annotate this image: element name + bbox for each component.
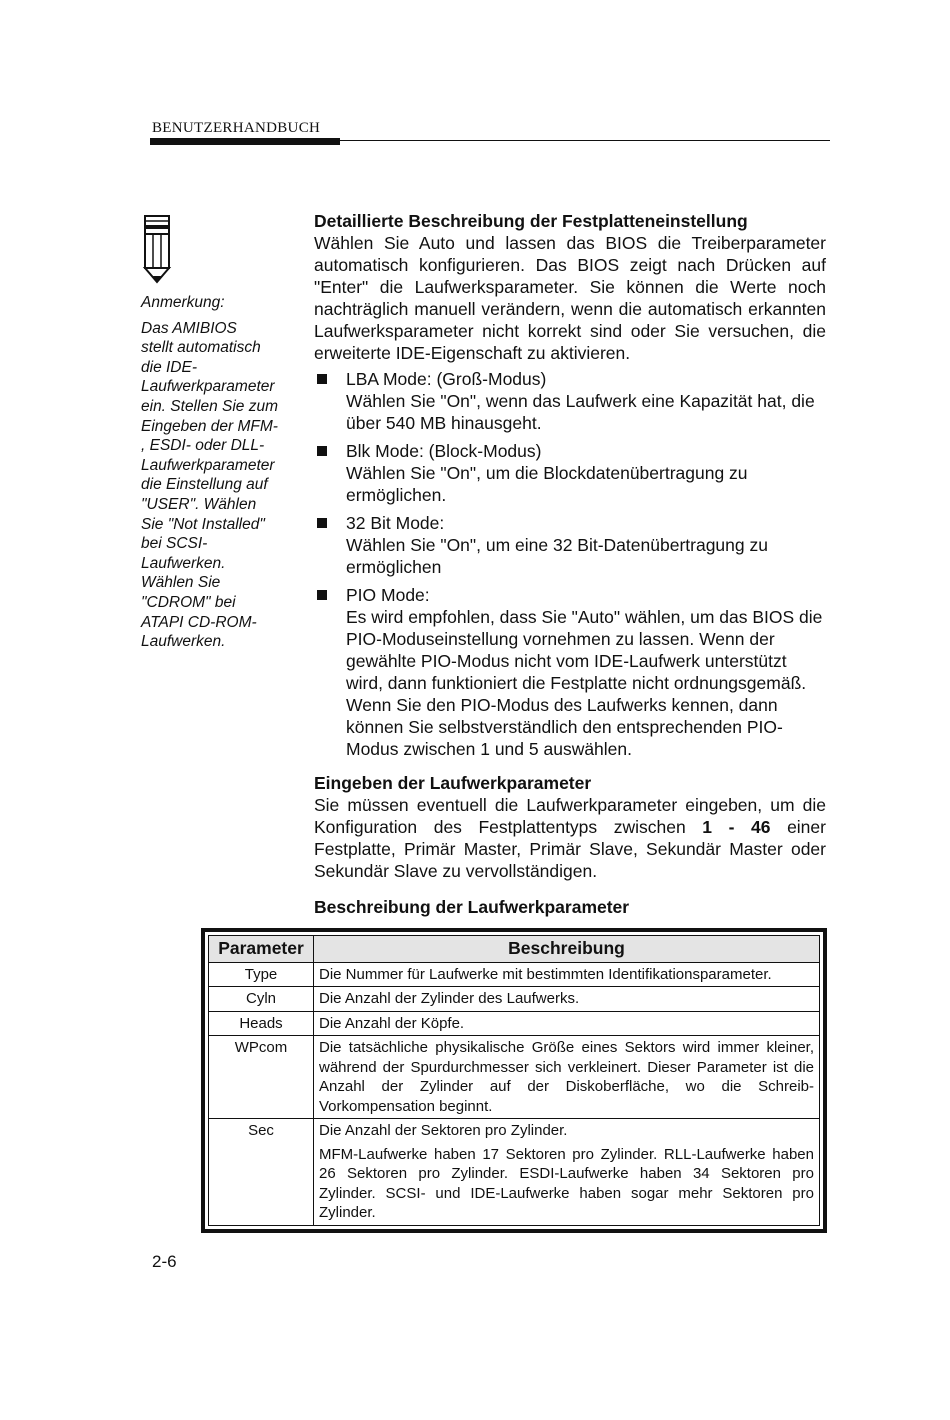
desc-text: Die Nummer für Laufwerke mit bestimmten Identifikationsparameter. bbox=[319, 965, 772, 983]
bullet-title: PIO Mode: bbox=[346, 585, 430, 605]
section-text-detail: Wählen Sie Auto und lassen das BIOS die Treiberparameter automatisch konfigurieren. Das BIOS zeigt nach Drücken auf "Enter" die Laufwerksparameter. Sie können die Werte noch nachträglich manuell verändern, wenn die automatisch erkannten Laufwerksparameter nicht korrekt sind oder Sie versuchen, die erweiterte IDE-Eigenschaft zu aktivieren. bbox=[314, 233, 826, 363]
bullet-title: 32 Bit Mode: bbox=[346, 513, 445, 533]
desc-text: Die Anzahl der Köpfe. bbox=[319, 1014, 465, 1032]
bullet-square-icon bbox=[317, 518, 327, 528]
desc-cell bbox=[314, 962, 820, 987]
desc-cell bbox=[314, 1036, 820, 1119]
note-title: Anmerkung: bbox=[141, 294, 225, 311]
parameter-table bbox=[208, 935, 820, 1226]
main-content bbox=[314, 210, 826, 918]
bullet-text: Es wird empfohlen, dass Sie "Auto" wählen, um das BIOS die PIO-Moduseinstellung vornehmen zu lassen. Wenn der gewählte PIO-Modus nicht vom IDE-Laufwerk unterstützt wird, dann funktioniert die Festplatte nicht ordnungsgemäß. Wenn Sie den PIO-Modus des Laufwerks kennen, dann können Sie selbstverständlich den entsprechenden PIO-Modus zwischen 1 und 5 auswählen. bbox=[346, 607, 823, 759]
param-cell: Type bbox=[209, 962, 314, 987]
table-row bbox=[209, 1011, 820, 1036]
desc-text-extra: MFM-Laufwerke haben 17 Sektoren pro Zylinder. RLL-Laufwerke haben 26 Sektoren pro Zylinder. ESDI-Laufwerke haben 34 Sektoren pro Zylinder. SCSI- und IDE-Laufwerke haben sogar mehr Sektoren pro Zylinder. bbox=[319, 1145, 814, 1221]
desc-cell bbox=[314, 987, 820, 1012]
param-cell: WPcom bbox=[209, 1036, 314, 1119]
table-row bbox=[209, 962, 820, 987]
pencil-note-icon bbox=[141, 214, 175, 286]
bullet-square-icon bbox=[317, 374, 327, 384]
table-row bbox=[209, 987, 820, 1012]
desc-cell bbox=[314, 1119, 820, 1226]
bullet-text: Wählen Sie "On", wenn das Laufwerk eine Kapazität hat, die über 540 MB hinausgeht. bbox=[346, 391, 815, 433]
bullet-square-icon bbox=[317, 590, 327, 600]
section-text-input bbox=[314, 794, 826, 882]
mode-list bbox=[314, 368, 826, 760]
desc-text: Die tatsächliche physikalische Größe eines Sektors wird immer kleiner, während der Spurdurchmesser sich verkleinert. Dieser Parameter ist die Anzahl der Zylinder auf der Diskoberfläche, wo die Schreib-Vorkompensation beginnt. bbox=[319, 1039, 814, 1115]
desc-text: Die Anzahl der Zylinder des Laufwerks. bbox=[319, 990, 580, 1007]
section-heading-detail: Detaillierte Beschreibung der Festplatteneinstellung bbox=[314, 211, 748, 231]
list-item bbox=[314, 512, 826, 578]
parameter-table-frame bbox=[201, 928, 827, 1233]
desc-cell bbox=[314, 1011, 820, 1036]
bullet-text: Wählen Sie "On", um eine 32 Bit-Datenübertragung zu ermöglichen bbox=[346, 535, 768, 577]
table-header-row bbox=[209, 936, 820, 963]
table-row bbox=[209, 1119, 820, 1226]
list-item bbox=[314, 584, 826, 760]
section-heading-input: Eingeben der Laufwerkparameter bbox=[314, 773, 592, 793]
table-row bbox=[209, 1036, 820, 1119]
sidebar-note bbox=[141, 293, 299, 652]
bullet-square-icon bbox=[317, 446, 327, 456]
text-after: einer Festplatte, Primär Master, Primär Slave, Sekundär Master oder Sekundär Slave zu vervollständigen. bbox=[314, 817, 826, 881]
page-number: 2-6 bbox=[152, 1252, 177, 1271]
param-cell: Sec bbox=[209, 1119, 314, 1226]
note-body: Das AMIBIOS stellt automatisch die IDE- Laufwerkparameter ein. Stellen Sie zum Eingeben der MFM- , ESDI- oder DLL- Laufwerkparameter die Einstellung auf "USER". Wählen Sie "Not Installed" bei SCSI- Laufwerken. Wählen Sie "CDROM" bei ATAPI CD-ROM- Laufwerken. bbox=[141, 319, 278, 651]
type-range: 1 - 46 bbox=[702, 817, 771, 837]
header-title: BENUTZERHANDBUCH bbox=[152, 120, 321, 136]
bullet-title: LBA Mode: (Groß-Modus) bbox=[346, 369, 547, 389]
header-parameter: Parameter bbox=[209, 936, 314, 963]
header-description: Beschreibung bbox=[314, 936, 820, 963]
bullet-title: Blk Mode: (Block-Modus) bbox=[346, 441, 542, 461]
page-header bbox=[150, 120, 830, 137]
desc-text: Die Anzahl der Sektoren pro Zylinder. bbox=[319, 1122, 568, 1139]
section-parameters-input bbox=[314, 772, 826, 882]
bullet-text: Wählen Sie "On", um die Blockdatenübertragung zu ermöglichen. bbox=[346, 463, 748, 505]
list-item bbox=[314, 368, 826, 434]
section-heading-table: Beschreibung der Laufwerkparameter bbox=[314, 897, 630, 917]
param-cell: Heads bbox=[209, 1011, 314, 1036]
text-before: Sie müssen eventuell die Laufwerkparameter eingeben, um die Konfiguration des Festplattentyps zwischen bbox=[314, 795, 826, 837]
list-item bbox=[314, 440, 826, 506]
section-table-title bbox=[314, 896, 826, 918]
param-cell: Cyln bbox=[209, 987, 314, 1012]
header-bar bbox=[150, 138, 340, 145]
